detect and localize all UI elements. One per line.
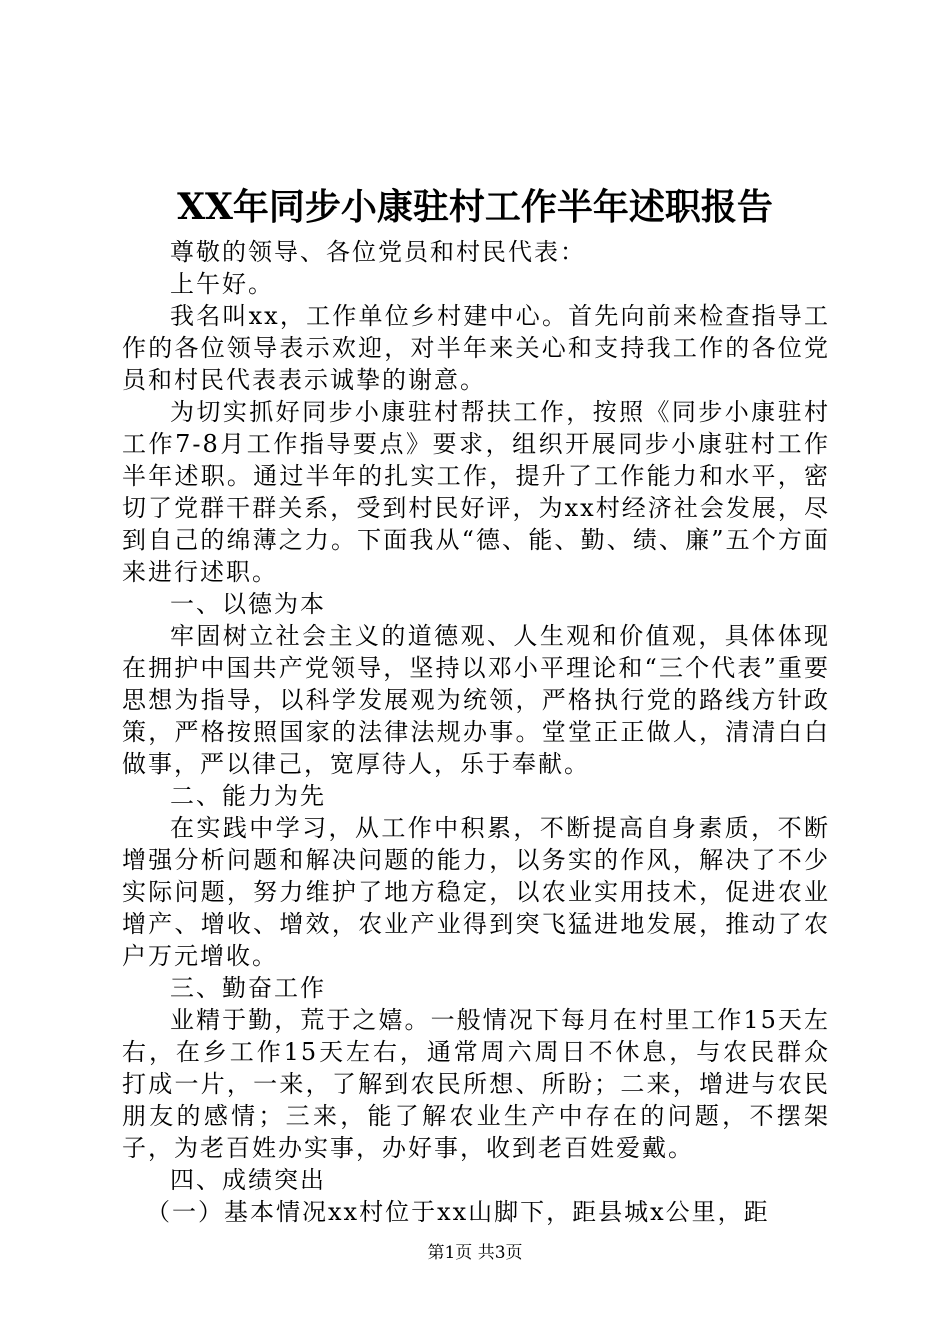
paragraph-section-1: 牢固树立社会主义的道德观、人生观和价值观，具体体现在拥护中国共产党领导，坚持以邓小平理论和“三个代表”重要思想为指导，以科学发展观为统领，严格执行党的路线方针政策，严格按照国家的法律法规办事。堂堂正正做人，清清白白做事，严以律己，宽厚待人，乐于奉献。 <box>122 622 830 778</box>
paragraph-section-4: （一）基本情况xx村位于xx山脚下，距县城x公里，距 <box>146 1198 770 1226</box>
salutation: 尊敬的领导、各位党员和村民代表： <box>170 238 586 266</box>
paragraph-section-2: 在实践中学习，从工作中积累，不断提高自身素质，不断增强分析问题和解决问题的能力，以务实的作风，解决了不少实际问题，努力维护了地方稳定，以农业实用技术，促进农业增产、增收、增效，农业产业得到突飞猛进地发展，推动了农户万元增收。 <box>122 814 830 970</box>
section-heading-4: 四、成绩突出 <box>170 1166 326 1194</box>
greeting: 上午好。 <box>170 270 274 298</box>
paragraph-purpose: 为切实抓好同步小康驻村帮扶工作，按照《同步小康驻村工作7-8月工作指导要点》要求，组织开展同步小康驻村工作半年述职。通过半年的扎实工作，提升了工作能力和水平，密切了党群干群关系，受到村民好评，为xx村经济社会发展，尽到自己的绵薄之力。下面我从“德、能、勤、绩、廉”五个方面来进行述职。 <box>122 398 830 586</box>
document-title: XX年同步小康驻村工作半年述职报告 <box>177 186 773 228</box>
document-body <box>122 236 830 1228</box>
section-heading-2: 二、能力为先 <box>170 782 326 810</box>
section-heading-1: 一、以德为本 <box>170 590 326 618</box>
section-heading-3: 三、勤奋工作 <box>170 974 326 1002</box>
paragraph-intro: 我名叫xx，工作单位乡村建中心。首先向前来检查指导工作的各位领导表示欢迎，对半年来关心和支持我工作的各位党员和村民代表表示诚挚的谢意。 <box>122 302 830 394</box>
page-number-footer: 第1页 共3页 <box>427 1243 523 1263</box>
paragraph-section-3: 业精于勤，荒于之嬉。一般情况下每月在村里工作15天左右，在乡工作15天左右，通常周六周日不休息，与农民群众打成一片，一来，了解到农民所想、所盼；二来，增进与农民朋友的感情；三来，能了解农业生产中存在的问题，不摆架子，为老百姓办实事，办好事，收到老百姓爱戴。 <box>122 1006 830 1162</box>
